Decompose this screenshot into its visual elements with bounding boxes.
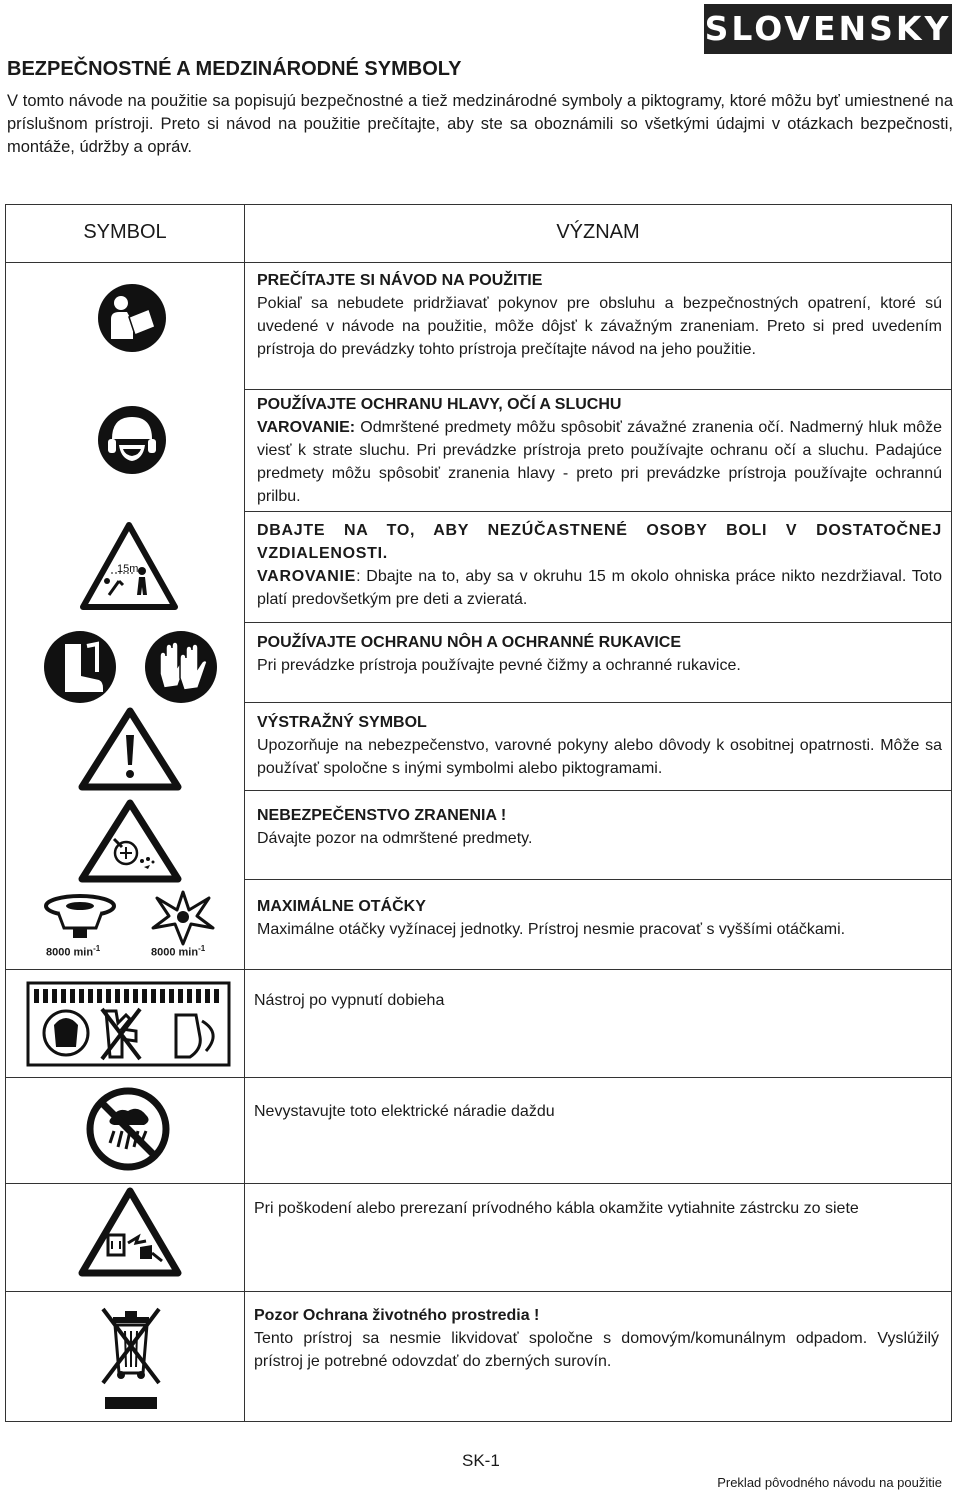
row-unplug-cable: Pri poškodení alebo prerezaní prívodného kábla okamžite vytiahnite zástrcku zo siete — [254, 1200, 859, 1217]
row-environment: Pozor Ochrana životného prostredia ! Tento prístroj sa nesmie likvidovať spoločne s domovým/komunálnym odpadom. Vyslúžilý prístroj je potrebné odovzdať do zberných surovín. — [254, 1307, 939, 1370]
section-heading: BEZPEČNOSTNÉ A MEDZINÁRODNÉ SYMBOLY — [7, 58, 462, 80]
unplug-cable-warning-icon — [78, 1187, 182, 1277]
intro-paragraph: V tomto návode na použitie sa popisujú bezpečnostné a tiež medzinárodné symboly a piktogramy, ktoré môžu byť umiestnené na príslušnom prístroji. Preto si návod na použitie prečítajte, aby ste sa oboznámili so všetkými údajmi v otázkach bezpečnosti, montáže, údržby a opráv. — [7, 92, 953, 156]
row-divider — [245, 790, 951, 791]
row-tool-runs-on: Nástroj po vypnutí dobieha — [254, 992, 445, 1009]
protective-gloves-icon — [144, 630, 218, 704]
row-divider — [245, 622, 951, 623]
trimmer-head-max-speed-icon — [40, 888, 130, 959]
header-divider — [6, 262, 951, 263]
row-head-eye-ear-protection: POUŽÍVAJTE OCHRANU HLAVY, OČÍ A SLUCHU VAROVANIE: Odmrštené predmety môžu spôsobiť závažné zranenia očí. Nadmerný hluk môže viesť k strate sluchu. Pri prevádzke prístroja preto používajte ochranu očí a sluchu. Padajúce predmety môžu spôsobiť zranenia hlavy - preto pri prevádzke prístroja používajte ochrannú prilbu. — [257, 396, 942, 505]
head-eye-ear-protection-icon — [97, 405, 167, 475]
column-divider — [244, 205, 245, 1421]
thrown-objects-warning-icon — [78, 799, 182, 883]
row-boots-gloves: POUŽÍVAJTE OCHRANU NÔH A OCHRANNÉ RUKAVICE Pri prevádzke prístroja používajte pevné čižmy a ochranné rukavice. — [257, 634, 741, 674]
max-speed-label: 8000 $\min^{-1}$ — [151, 944, 206, 959]
row-divider — [245, 879, 951, 880]
row-warning-symbol: VÝSTRAŽNÝ SYMBOL Upozorňuje na nebezpečenstvo, varovné pokyny alebo dôvody k osobitnej opatrnosti. Môže sa používať spoločne s inými symbolmi alebo piktogramami. — [257, 714, 942, 777]
distance-label: 15m — [117, 563, 139, 575]
symbol-column-header: SYMBOL — [83, 221, 167, 243]
row-divider — [245, 511, 951, 512]
max-speed-label: 8000 $\min^{-1}$ — [46, 944, 101, 959]
footer-note: Preklad pôvodného návodu na použitie — [717, 1475, 942, 1490]
row-divider — [245, 389, 951, 390]
weee-disposal-icon — [99, 1301, 165, 1411]
page-number: SK-1 — [462, 1451, 500, 1470]
row-divider — [6, 1183, 951, 1184]
symbols-table — [5, 204, 952, 1422]
meaning-column-header: VÝZNAM — [556, 221, 640, 243]
protective-boots-icon — [43, 630, 117, 704]
no-rain-icon — [86, 1087, 170, 1171]
row-keep-distance: DBAJTE NA TO, ABY NEZÚČASTNENÉ OSOBY BOLI V DOSTATOČNEJ VZDIALENOSTI. VAROVANIE: Dbajte na to, aby sa v okruhu 15 m okolo ohniska práce nikto nezdržiaval. Toto platí predovšetkým pre deti a zvieratá. — [257, 522, 942, 608]
read-manual-icon — [97, 283, 167, 353]
row-danger-injury: NEBEZPEČENSTVO ZRANENIA ! Dávajte pozor na odmrštené predmety. — [257, 807, 533, 847]
row-divider — [6, 1077, 951, 1078]
row-divider — [6, 969, 951, 970]
row-divider — [245, 702, 951, 703]
warning-triangle-icon — [78, 707, 182, 791]
row-max-speed: MAXIMÁLNE OTÁČKY Maximálne otáčky vyžínacej jednotky. Prístroj nesmie pracovať s vyššími otáčkami. — [257, 898, 846, 938]
tool-runs-on-icon — [26, 981, 231, 1067]
row-read-manual: PREČÍTAJTE SI NÁVOD NA POUŽITIE Pokiaľ sa nebudete pridržiavať pokynov pre obsluhu a bezpečnostných opatrení, ktoré sú uvedené v návode na použitie, môže dôjsť k závažným zraneniam. Preto si pred uvedením prístroja do prevádzky tohto prístroja prečítajte návod na jeho použitie. — [257, 272, 942, 358]
row-no-rain: Nevystavujte toto elektrické náradie daždu — [254, 1103, 555, 1120]
language-tab: SLOVENSKY — [704, 4, 952, 54]
keep-distance-warning-icon — [79, 521, 179, 611]
cutting-blade-max-speed-icon — [147, 888, 219, 959]
row-divider — [6, 1291, 951, 1292]
